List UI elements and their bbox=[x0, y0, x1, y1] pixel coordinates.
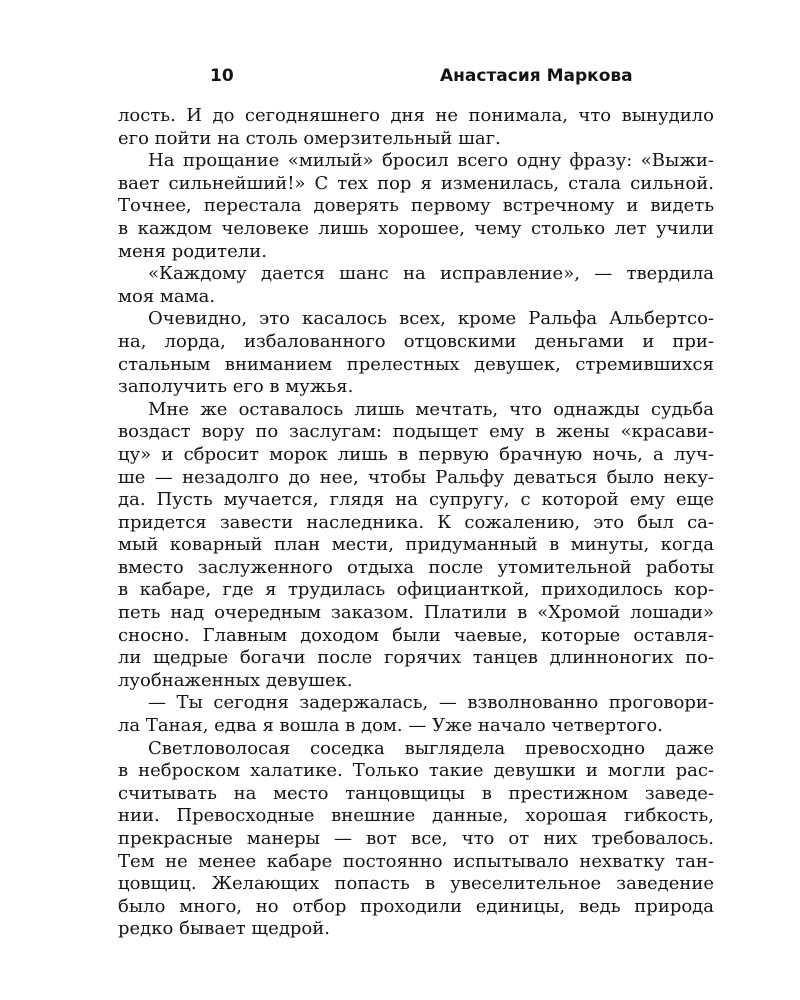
text-line: на, лорда, избалованного отцовскими деньгами и при- bbox=[118, 330, 714, 352]
text-line: ли щедрые богачи после горячих танцев длинноногих по- bbox=[118, 647, 714, 669]
text-line: в каждом человеке лишь хорошее, чему столько лет учили bbox=[118, 217, 714, 239]
text-line: прекрасные манеры — вот все, что от них требовалось. bbox=[118, 828, 714, 849]
text-line: цовщиц. Желающих попасть в увеселительное заведение bbox=[118, 873, 714, 895]
text-line: редко бывает щедрой. bbox=[118, 918, 330, 940]
text-line: считывать на место танцовщицы в престижном заведе- bbox=[118, 782, 714, 804]
paragraph bbox=[118, 308, 714, 398]
text-line: мый коварный план мести, придуманный в минуты, когда bbox=[118, 534, 714, 556]
text-line: стальным вниманием прелестных девушек, стремившихся bbox=[118, 353, 714, 375]
paragraph bbox=[118, 105, 714, 150]
text-line: Мне же оставалось лишь мечтать, что однажды судьба bbox=[148, 398, 714, 420]
text-line: в кабаре, где я трудилась официанткой, приходилось кор- bbox=[118, 579, 714, 601]
text-line: воздаст вору по заслугам: подыщет ему в жены «красави- bbox=[118, 421, 714, 443]
text-line: «Каждому дается шанс на исправление», — твердила bbox=[148, 263, 714, 285]
paragraph bbox=[118, 399, 714, 693]
text-line: меня родители. bbox=[118, 240, 267, 262]
text-line: вает сильнейший!» С тех пор я изменилась, стала сильной. bbox=[118, 172, 714, 194]
body-text bbox=[118, 105, 714, 941]
text-line: Тем не менее кабаре постоянно испытывало нехватку тан- bbox=[118, 850, 714, 872]
text-line: его пойти на столь омерзительный шаг. bbox=[118, 127, 501, 149]
text-line: Точнее, перестала доверять первому встречному и видеть bbox=[118, 195, 714, 217]
paragraph bbox=[118, 150, 714, 263]
paragraph bbox=[118, 263, 714, 308]
text-line: в неброском халатике. Только такие девушки и могли рас- bbox=[118, 760, 714, 782]
text-line: Очевидно, это касалось всех, кроме Ральфа Альбертсо- bbox=[148, 308, 714, 330]
text-line: да. Пусть мучается, глядя на супругу, с которой ему еще bbox=[118, 489, 714, 511]
page-number: 10 bbox=[210, 66, 234, 86]
text-line: цу» и сбросит морок лишь в первую брачную ночь, а луч- bbox=[118, 443, 714, 465]
text-line: ла Таная, едва я вошла в дом. — Уже начало четвертого. bbox=[118, 715, 663, 737]
page-header bbox=[118, 66, 714, 98]
text-line: — Ты сегодня задержалась, — взволнованно проговори- bbox=[148, 692, 714, 714]
paragraph bbox=[118, 738, 714, 941]
text-line: было много, но отбор проходили единицы, ведь природа bbox=[118, 895, 714, 917]
text-line: луобнаженных девушек. bbox=[118, 669, 353, 691]
text-line: сносно. Главным доходом были чаевые, которые оставля- bbox=[118, 624, 714, 646]
text-line: вместо заслуженного отдыха после утомительной работы bbox=[118, 556, 714, 578]
paragraph bbox=[118, 692, 714, 737]
text-line: придется завести наследника. К сожалению, это был са- bbox=[118, 511, 714, 533]
text-line: лость. И до сегодняшнего дня не понимала, что вынудило bbox=[118, 105, 714, 126]
text-line: На прощание «милый» бросил всего одну фразу: «Выжи- bbox=[148, 150, 714, 172]
text-line: нии. Превосходные внешние данные, хорошая гибкость, bbox=[118, 805, 714, 827]
text-line: ше — незадолго до нее, чтобы Ральфу деваться было неку- bbox=[118, 466, 714, 488]
text-line: петь над очередным заказом. Платили в «Хромой лошади» bbox=[118, 602, 714, 624]
text-line: заполучить его в мужья. bbox=[118, 376, 354, 398]
text-line: моя мама. bbox=[118, 285, 216, 307]
text-line: Светловолосая соседка выглядела превосходно даже bbox=[148, 737, 714, 759]
running-title: Анастасия Маркова bbox=[440, 66, 633, 86]
